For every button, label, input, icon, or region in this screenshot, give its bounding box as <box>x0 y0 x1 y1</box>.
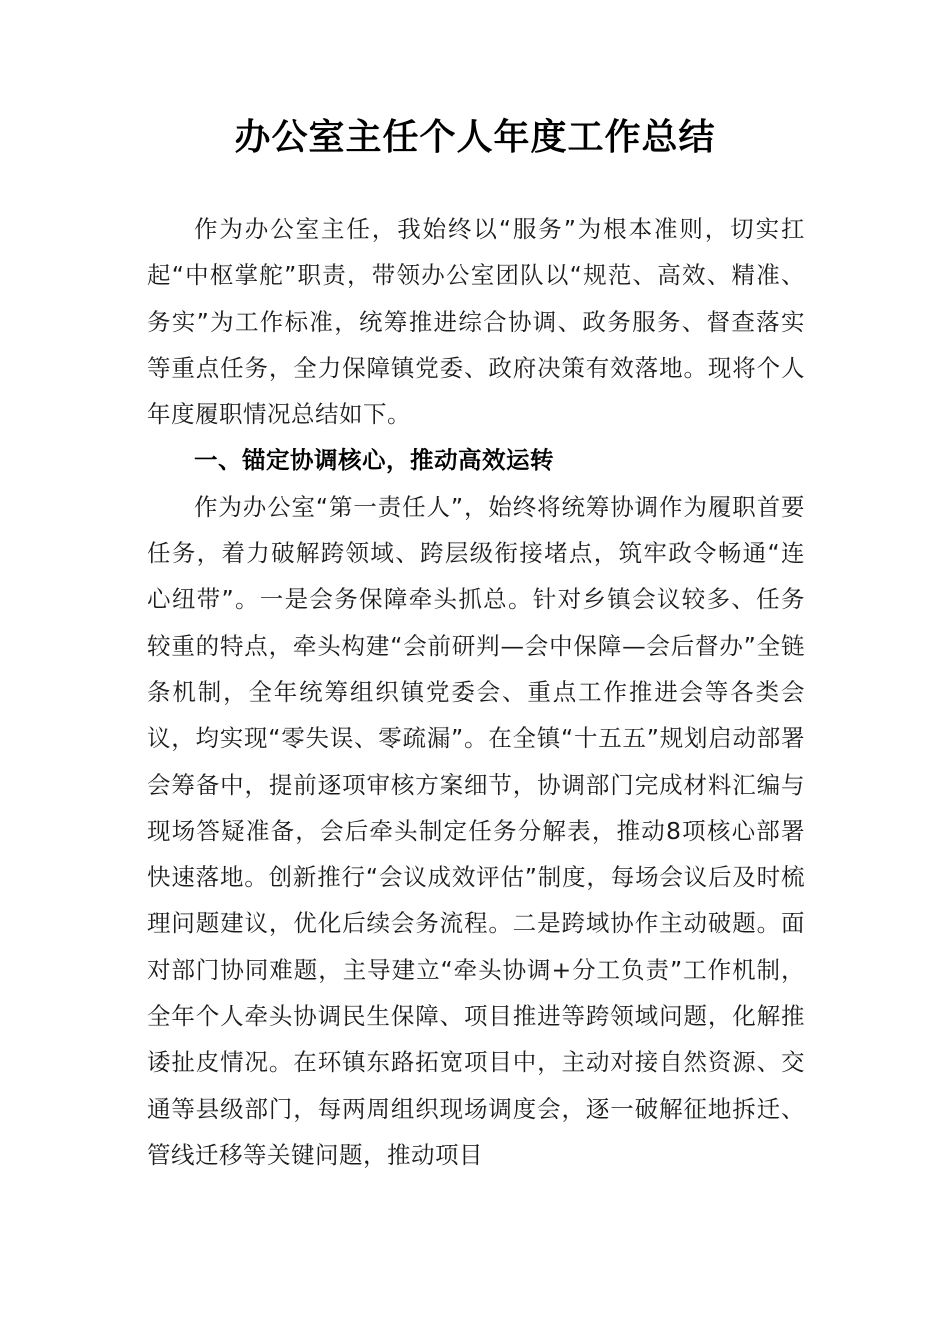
document-title: 办公室主任个人年度工作总结 <box>234 116 716 158</box>
document-body <box>147 206 805 1178</box>
intro-paragraph: 作为办公室主任，我始终以“服务”为根本准则，切实扛起“中枢掌舵”职责，带领办公室团队以“规范、高效、精准、务实”为工作标准，统筹推进综合协调、政务服务、督查落实等重点任务，全力保障镇党委、政府决策有效落地。现将个人年度履职情况总结如下。 <box>147 215 805 429</box>
section-paragraph: 作为办公室“第一责任人”，始终将统筹协调作为履职首要任务，着力破解跨领域、跨层级衔接堵点，筑牢政令畅通“连心纽带”。一是会务保障牵头抓总。针对乡镇会议较多、任务较重的特点，牵头构建“会前研判—会中保障—会后督办”全链条机制，全年统筹组织镇党委会、重点工作推进会等各类会议，均实现“零失误、零疏漏”。在全镇“十五五”规划启动部署会筹备中，提前逐项审核方案细节，协调部门完成材料汇编与现场答疑准备，会后牵头制定任务分解表，推动8项核心部署快速落地。创新推行“会议成效评估”制度，每场会议后及时梳理问题建议，优化后续会务流程。二是跨域协作主动破题。面对部门协同难题，主导建立“牵头协调+分工负责”工作机制，全年个人牵头协调民生保障、项目推进等跨领域问题，化解推诿扯皮情况。在环镇东路拓宽项目中，主动对接自然资源、交通等县级部门，每两周组织现场调度会，逐一破解征地拆迁、管线迁移等关键问题，推动项目 <box>147 492 805 1169</box>
section-heading: 一、锚定协调核心，推动高效运转 <box>194 446 554 475</box>
